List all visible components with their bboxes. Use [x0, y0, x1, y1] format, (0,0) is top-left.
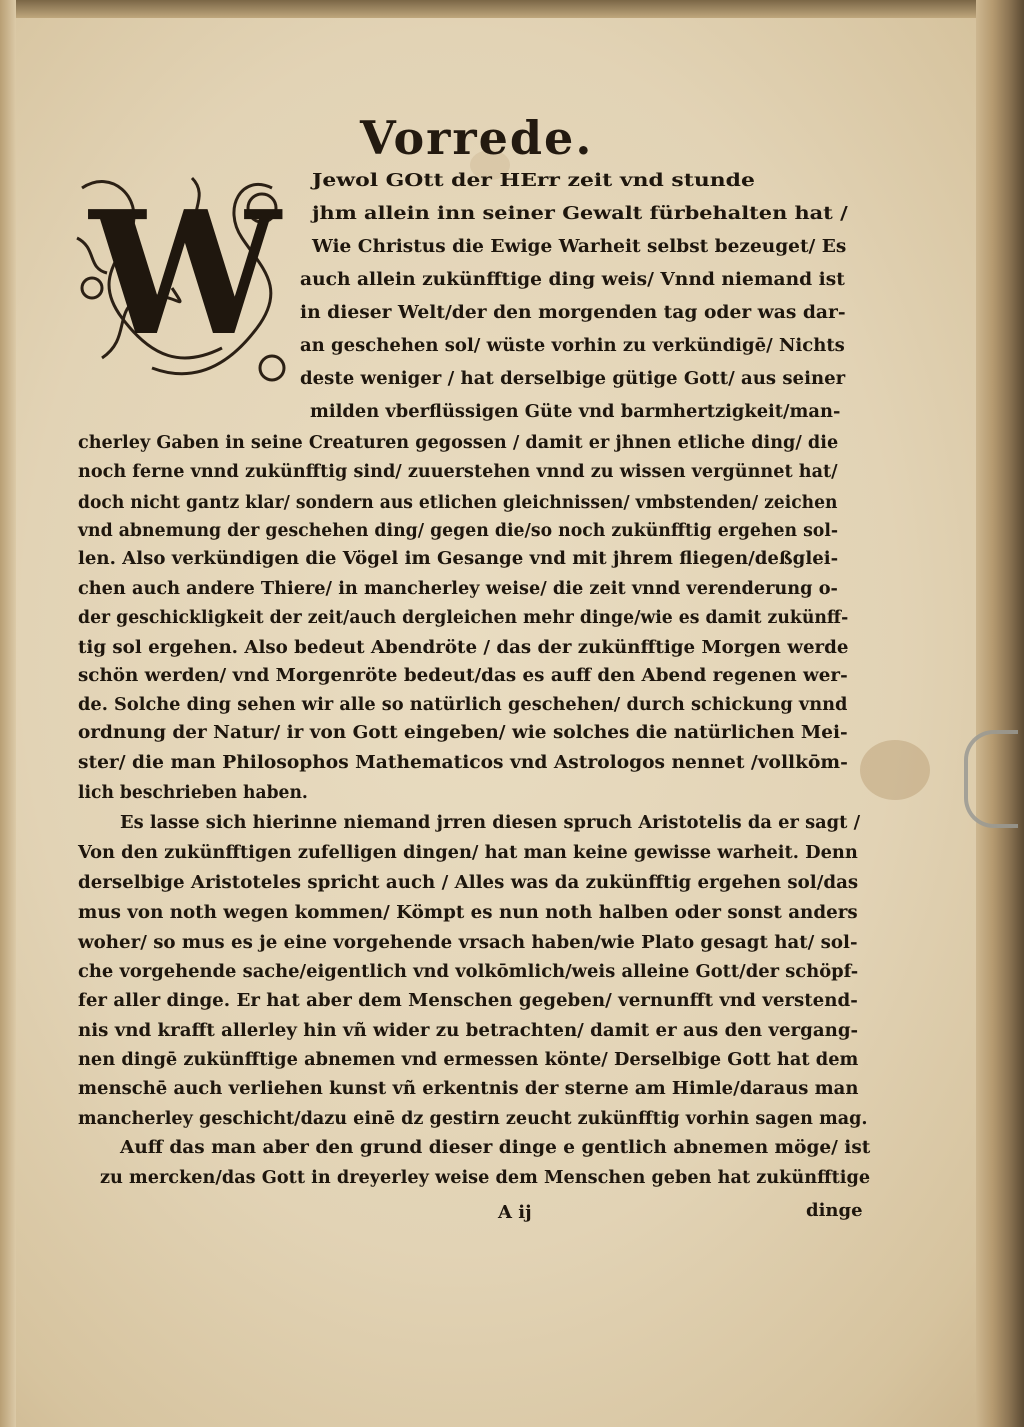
text-line: mancherley geschicht/dazu einē dz gestirn zeucht zukünfftig vorhin sagen mag.: [78, 1109, 868, 1129]
text-line: doch nicht gantz klar/ sondern aus etlichen gleichnissen/ vmbstenden/ zeichen: [78, 493, 838, 513]
text-line: nis vnd krafft allerley hin vñ wider zu betrachten/ damit er aus den vergang-: [78, 1021, 859, 1041]
text-line: der geschickligkeit der zeit/auch dergleichen mehr dinge/wie es damit zukünff-: [78, 608, 849, 628]
decorated-initial: [72, 168, 298, 390]
text-line: lich beschrieben haben.: [78, 783, 308, 803]
page-heading: Vorrede.: [360, 111, 594, 165]
text-line: mus von noth wegen kommen/ Kömpt es nun noth halben oder sonst anders: [78, 903, 858, 923]
text-line: milden vberflüssigen Güte vnd barmhertzigkeit/man-: [310, 402, 841, 422]
text-line: chen auch andere Thiere/ in mancherley weise/ die zeit vnnd verenderung o-: [78, 579, 838, 599]
text-line: derselbige Aristoteles spricht auch / Alles was da zukünfftig ergehen sol/das: [78, 873, 859, 893]
text-line: noch ferne vnnd zukünfftig sind/ zuuerstehen vnnd zu wissen vergünnet hat/: [78, 462, 838, 482]
text-line: de. Solche ding sehen wir alle so natürlich geschehen/ durch schickung vnnd: [78, 695, 848, 715]
text-line: tig sol ergehen. Also bedeut Abendröte / das der zukünfftige Morgen werde: [78, 638, 849, 658]
text-line: ster/ die man Philosophos Mathematicos vnd Astrologos nennet /vollkōm-: [78, 753, 848, 773]
catchword: dinge: [806, 1200, 863, 1221]
text-line: che vorgehende sache/eigentlich vnd volkōmlich/weis alleine Gott/der schöpf-: [78, 962, 859, 982]
text-line: nen dingē zukünfftige abnemen vnd ermessen könte/ Derselbige Gott hat dem: [78, 1050, 859, 1070]
text-line: len. Also verkündigen die Vögel im Gesange vnd mit jhrem fliegen/deßglei-: [78, 549, 839, 569]
text-line: Auff das man aber den grund dieser dinge e gentlich abnemen möge/ ist: [120, 1138, 871, 1158]
text-line: fer aller dinge. Er hat aber dem Menschen gegeben/ vernunfft vnd verstend-: [78, 991, 858, 1011]
paper-clip: [964, 730, 1018, 828]
text-line: deste weniger / hat derselbige gütige Gott/ aus seiner: [300, 369, 846, 389]
text-line: jhm allein inn seiner Gewalt fürbehalten hat /: [312, 204, 848, 224]
text-line: auch allein zukünfftige ding weis/ Vnnd niemand ist: [300, 270, 845, 290]
text-line: schön werden/ vnd Morgenröte bedeut/das es auff den Abend regenen wer-: [78, 666, 848, 686]
initial-letter: W: [89, 174, 281, 374]
text-line: Jewol GOtt der HErr zeit vnd stunde: [312, 171, 755, 191]
signature-mark: A ij: [498, 1202, 532, 1223]
text-line: in dieser Welt/der den morgenden tag oder was dar-: [300, 303, 846, 323]
page-right-edge: [976, 0, 1024, 1427]
text-line: zu mercken/das Gott in dreyerley weise dem Menschen geben hat zukünfftige: [100, 1168, 871, 1188]
text-line: menschē auch verliehen kunst vñ erkentnis der sterne am Himle/daraus man: [78, 1079, 859, 1099]
page-top-edge: [0, 0, 1024, 18]
text-line: an geschehen sol/ wüste vorhin zu verkündigē/ Nichts: [300, 336, 845, 356]
text-line: Es lasse sich hierinne niemand jrren diesen spruch Aristotelis da er sagt /: [120, 813, 861, 833]
text-line: Von den zukünfftigen zufelligen dingen/ hat man keine gewisse warheit. Denn: [78, 843, 858, 863]
text-line: vnd abnemung der geschehen ding/ gegen die/so noch zukünfftig ergehen sol-: [78, 521, 839, 541]
foxing-stain: [860, 740, 930, 800]
text-line: woher/ so mus es je eine vorgehende vrsach haben/wie Plato gesagt hat/ sol-: [78, 933, 858, 953]
page-left-edge: [0, 0, 16, 1427]
text-line: ordnung der Natur/ ir von Gott eingeben/ wie solches die natürlichen Mei-: [78, 723, 848, 743]
text-line: cherley Gaben in seine Creaturen gegossen / damit er jhnen etliche ding/ die: [78, 433, 839, 453]
text-line: Wie Christus die Ewige Warheit selbst bezeuget/ Es: [312, 237, 847, 257]
